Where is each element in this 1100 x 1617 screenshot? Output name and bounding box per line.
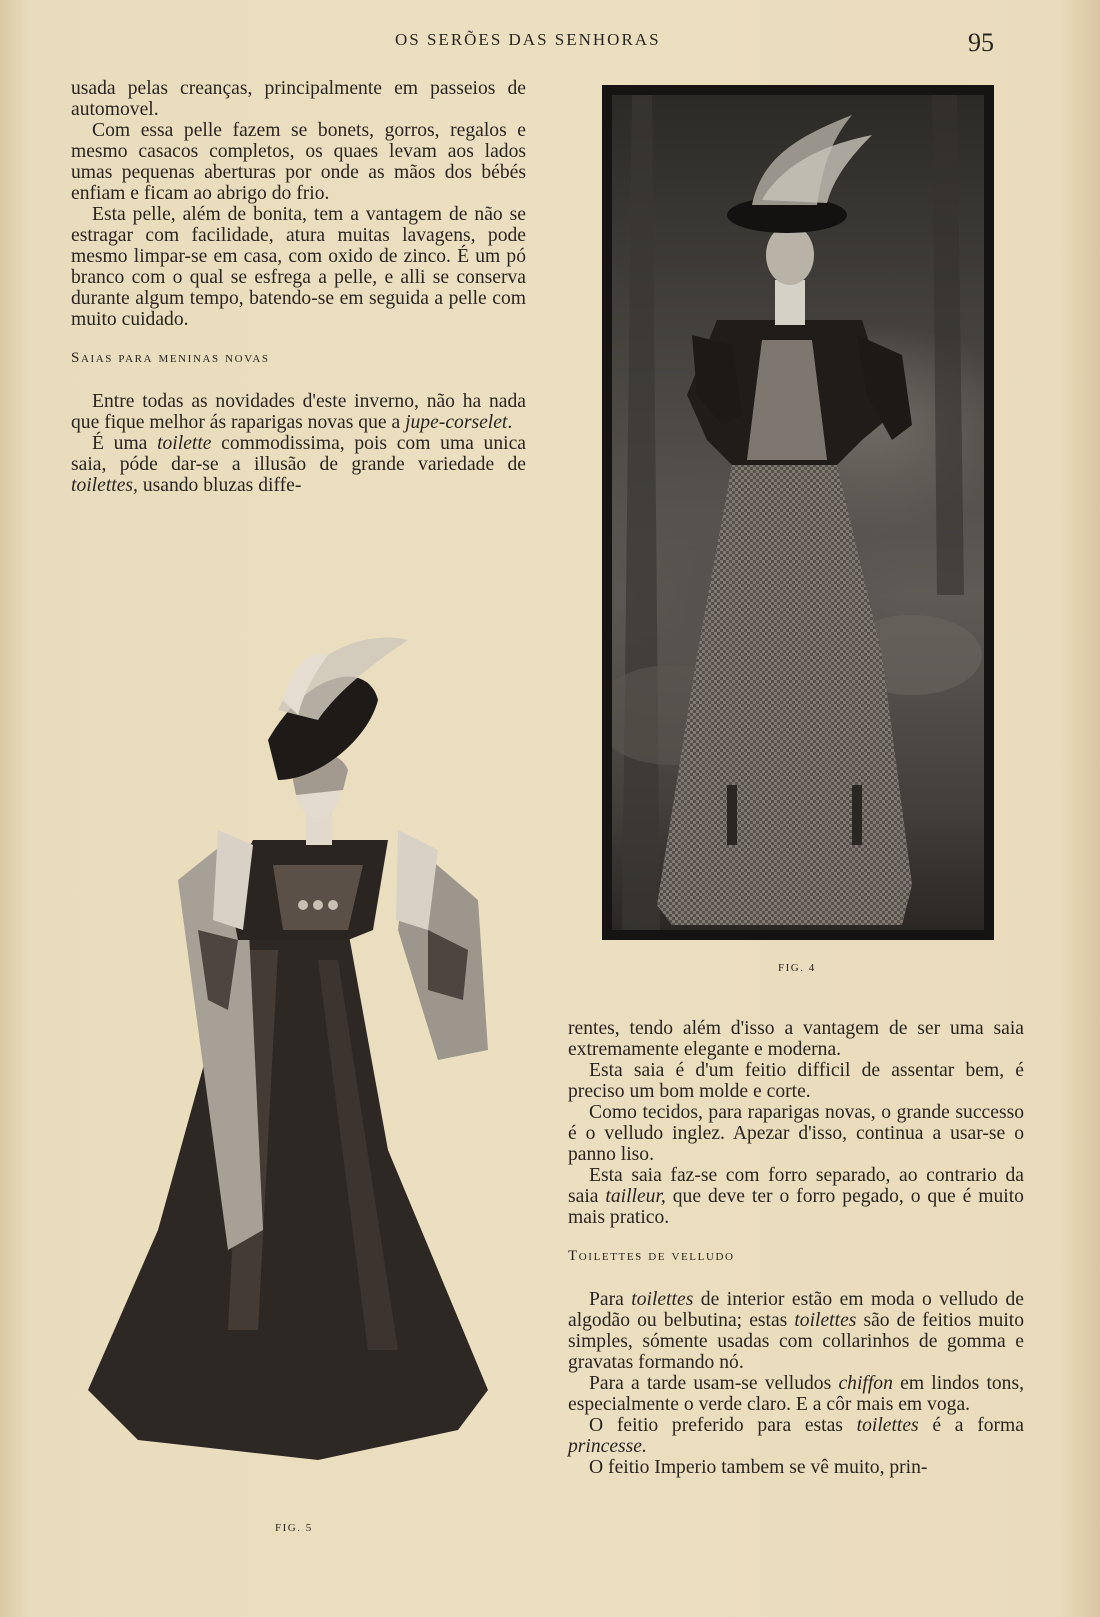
left-text-column bbox=[71, 78, 526, 496]
paragraph: Esta saia é d'um feitio difficil de assentar bem, é preciso um bom molde e corte. bbox=[568, 1060, 1024, 1102]
running-title: OS SERÕES DAS SENHORAS bbox=[395, 30, 661, 49]
paragraph: usada pelas creanças, principalmente em passeios de automovel. bbox=[71, 78, 526, 120]
fig4-caption: FIG. 4 bbox=[778, 962, 816, 974]
paragraph: Para toilettes de interior estão em moda o velludo de algodão ou belbutina; estas toilettes são de feitios muito simples, sómente usadas com collarinhos de gomma e gravatas formando nó. bbox=[568, 1289, 1025, 1373]
paragraph: O feitio Imperio tambem se vê muito, prin- bbox=[589, 1457, 928, 1478]
paragraph: Entre todas as novidades d'este inverno, não ha nada que fique melhor ás raparigas novas que a jupe-corselet. bbox=[71, 391, 526, 433]
paragraph: O feitio preferido para estas toilettes é a forma princesse. bbox=[568, 1415, 1024, 1457]
paragraph: rentes, tendo além d'isso a vantagem de ser uma saia extremamente elegante e moderna. bbox=[568, 1018, 1024, 1060]
fig5-engraving-woman-in-velvet-gown bbox=[78, 630, 518, 1490]
section-heading: Toilettes de velludo bbox=[568, 1248, 735, 1264]
page-number: 95 bbox=[968, 28, 994, 57]
photo-of-woman-in-plumed-hat bbox=[612, 95, 984, 930]
paragraph: É uma toilette commodissima, pois com uma unica saia, póde dar-se a illusão de grande variedade de toilettes, usando bluzas diffe- bbox=[71, 433, 526, 496]
right-text-column bbox=[568, 1018, 1024, 1478]
section-heading: Saias para meninas novas bbox=[71, 350, 270, 366]
fig5-caption: FIG. 5 bbox=[275, 1522, 313, 1534]
fig4-photograph bbox=[602, 85, 994, 940]
paragraph: Esta pelle, além de bonita, tem a vantagem de não se estragar com facilidade, atura muitas lavagens, pode mesmo limpar-se em casa, com oxido de zinco. É um pó branco com o qual se esfrega a pelle, e alli se conserva durante algum tempo, batendo-se em seguida a pelle com muito cuidado. bbox=[71, 204, 526, 330]
paragraph: Para a tarde usam-se velludos chiffon em lindos tons, especialmente o verde claro. E a côr mais em voga. bbox=[568, 1373, 1025, 1415]
paragraph: Como tecidos, para raparigas novas, o grande successo é o velludo inglez. Apezar d'isso, continua a usar-se o panno liso. bbox=[568, 1102, 1024, 1165]
paragraph: Esta saia faz-se com forro separado, ao contrario da saia tailleur, que deve ter o forro pegado, o que é muito mais pratico. bbox=[568, 1165, 1024, 1228]
paragraph: Com essa pelle fazem se bonets, gorros, regalos e mesmo casacos completos, os quaes levam aos lados umas pequenas aberturas por onde as mãos dos bébés enfiam e ficam ao abrigo do frio. bbox=[71, 120, 526, 204]
